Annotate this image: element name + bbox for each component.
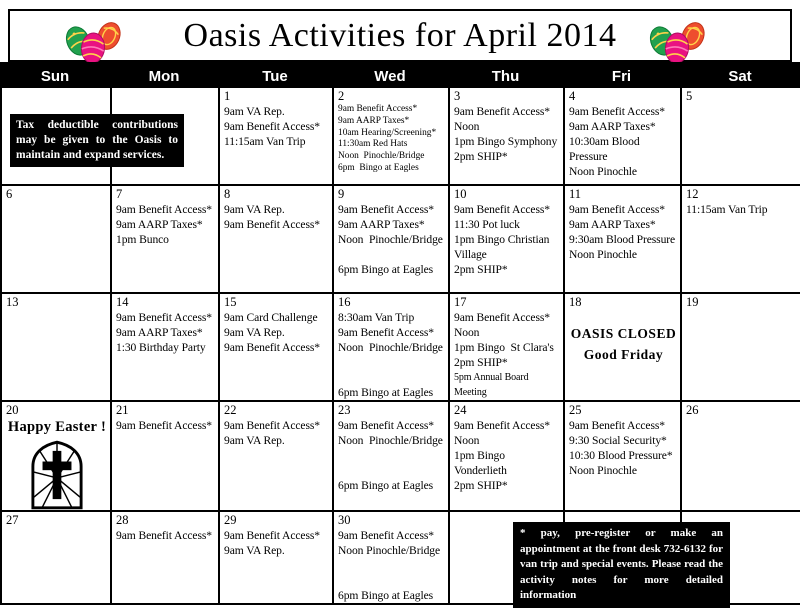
easter-eggs-icon bbox=[62, 20, 126, 64]
event-line: 9am Benefit Access* bbox=[338, 326, 434, 339]
day-cell-17 bbox=[450, 294, 565, 402]
event-line: 9am Benefit Access* bbox=[224, 341, 320, 354]
event-line: 9am Benefit Access* bbox=[338, 419, 434, 432]
event-line: 6pm Bingo at Eagles bbox=[338, 589, 434, 602]
date-number: 1 bbox=[224, 89, 231, 103]
day-cell-11 bbox=[565, 186, 682, 294]
day-cell-19 bbox=[682, 294, 800, 402]
date-number: 4 bbox=[569, 89, 576, 103]
date-number: 27 bbox=[6, 513, 19, 527]
event-line: 2pm SHIP* bbox=[454, 263, 508, 276]
event-line: 9am AARP Taxes* bbox=[338, 115, 410, 126]
day-cell-18 bbox=[565, 294, 682, 402]
date-number: 12 bbox=[686, 187, 699, 201]
event-line: 1pm Bingo Symphony bbox=[454, 135, 558, 148]
day-header-mon: Mon bbox=[148, 67, 180, 85]
date-number: 21 bbox=[116, 403, 129, 417]
event-line: 9am AARP Taxes* bbox=[569, 120, 656, 133]
event-line: 9am Benefit Access* bbox=[454, 311, 550, 324]
happy-easter-label: Happy Easter ! bbox=[7, 419, 107, 435]
event-line: 9am Benefit Access* bbox=[116, 529, 212, 542]
event-line bbox=[338, 247, 446, 262]
day-cell-12 bbox=[682, 186, 800, 294]
date-number: 20 bbox=[6, 403, 19, 417]
date-number: 24 bbox=[454, 403, 467, 417]
day-cell-21 bbox=[112, 402, 220, 512]
event-line: Noon Pinochle/Bridge bbox=[338, 151, 425, 162]
event-line: 9am VA Rep. bbox=[224, 544, 285, 557]
event-line: 9am Benefit Access* bbox=[569, 203, 665, 216]
event-line: 6pm Bingo at Eagles bbox=[338, 263, 434, 276]
event-line: 10:30am Blood Pressure bbox=[569, 135, 643, 163]
event-line: Noon bbox=[454, 120, 480, 133]
day-cell-1 bbox=[220, 88, 334, 186]
event-line: 1pm Bingo Vonderlieth bbox=[454, 449, 511, 477]
date-number: 9 bbox=[338, 187, 345, 201]
date-number: 26 bbox=[686, 403, 699, 417]
event-line: 1pm Bunco bbox=[116, 233, 169, 246]
event-line: 9am Benefit Access* bbox=[454, 203, 550, 216]
event-line: 2pm SHIP* bbox=[454, 150, 508, 163]
event-line bbox=[338, 558, 446, 573]
event-line bbox=[338, 463, 446, 478]
event-line: 1pm Bingo St Clara's bbox=[454, 341, 554, 354]
date-number: 11 bbox=[569, 187, 582, 201]
event-line bbox=[338, 448, 446, 463]
day-cell-14 bbox=[112, 294, 220, 402]
date-number: 19 bbox=[686, 295, 699, 309]
day-cell-29 bbox=[220, 512, 334, 605]
day-cell-20 bbox=[2, 402, 112, 512]
date-number: 29 bbox=[224, 513, 237, 527]
day-cell-9 bbox=[334, 186, 450, 294]
event-line: 9am VA Rep. bbox=[224, 326, 285, 339]
date-number: 23 bbox=[338, 403, 351, 417]
day-cell-27 bbox=[2, 512, 112, 605]
event-line: 9am Benefit Access* bbox=[116, 311, 212, 324]
page-title: Oasis Activities for April 2014 bbox=[183, 16, 617, 54]
event-line: 9am AARP Taxes* bbox=[569, 218, 656, 231]
event-line: 9am Benefit Access* bbox=[224, 218, 320, 231]
event-line: 9am Benefit Access* bbox=[338, 203, 434, 216]
event-line: 9:30am Blood Pressure bbox=[569, 233, 676, 246]
closed-notice-line: OASIS CLOSED bbox=[570, 326, 677, 341]
day-cell-4 bbox=[565, 88, 682, 186]
event-line: Noon Pinochle bbox=[569, 165, 637, 178]
event-line: 9am Card Challenge bbox=[224, 311, 318, 324]
day-cell-3 bbox=[450, 88, 565, 186]
easter-eggs-icon bbox=[646, 20, 710, 64]
event-line: 2pm SHIP* bbox=[454, 356, 508, 369]
day-cell-26 bbox=[682, 402, 800, 512]
event-line: 9am Benefit Access* bbox=[224, 529, 320, 542]
event-line: 11:30am Red Hats bbox=[338, 139, 408, 150]
date-number: 10 bbox=[454, 187, 467, 201]
event-line: Noon Pinochle/Bridge bbox=[338, 233, 443, 246]
title-box bbox=[8, 9, 792, 62]
title-bar bbox=[0, 0, 800, 62]
event-line bbox=[338, 370, 446, 385]
date-number: 6 bbox=[6, 187, 13, 201]
date-number: 7 bbox=[116, 187, 123, 201]
event-line: Noon bbox=[454, 434, 480, 447]
day-cell-22 bbox=[220, 402, 334, 512]
day-cell-16 bbox=[334, 294, 450, 402]
event-line: 9am Benefit Access* bbox=[454, 105, 550, 118]
date-number: 17 bbox=[454, 295, 467, 309]
date-number: 16 bbox=[338, 295, 351, 309]
day-cell-2 bbox=[334, 88, 450, 186]
event-line bbox=[338, 573, 446, 588]
event-line: 1pm Bingo Christian Village bbox=[454, 233, 552, 261]
event-line: 9am VA Rep. bbox=[224, 203, 285, 216]
date-number: 15 bbox=[224, 295, 237, 309]
event-line: 11:30 Pot luck bbox=[454, 218, 520, 231]
day-cell-15 bbox=[220, 294, 334, 402]
date-number: 30 bbox=[338, 513, 351, 527]
event-line: 9am AARP Taxes* bbox=[116, 326, 203, 339]
day-cell-24 bbox=[450, 402, 565, 512]
event-line: 6pm Bingo at Eagles bbox=[338, 386, 434, 399]
date-number: 28 bbox=[116, 513, 129, 527]
day-cell-7 bbox=[112, 186, 220, 294]
event-line: 5pm Annual Board Meeting bbox=[454, 372, 531, 398]
event-line: 9am VA Rep. bbox=[224, 105, 285, 118]
event-line: 8:30am Van Trip bbox=[338, 311, 415, 324]
event-line: Noon Pinochle bbox=[569, 464, 637, 477]
date-number: 14 bbox=[116, 295, 129, 309]
event-line: 1:30 Birthday Party bbox=[116, 341, 206, 354]
day-header-wed: Wed bbox=[374, 67, 406, 85]
date-number: 3 bbox=[454, 89, 461, 103]
event-line: Noon bbox=[454, 326, 480, 339]
event-line: 9am AARP Taxes* bbox=[338, 218, 425, 231]
day-of-week-header bbox=[0, 62, 800, 88]
event-line: 6pm Bingo at Eagles bbox=[338, 162, 419, 173]
day-cell-30 bbox=[334, 512, 450, 605]
day-cell-28 bbox=[112, 512, 220, 605]
date-number: 8 bbox=[224, 187, 231, 201]
day-header-tue: Tue bbox=[262, 67, 288, 85]
event-line: 2pm SHIP* bbox=[454, 479, 508, 492]
closed-notice-line: Good Friday bbox=[583, 347, 664, 362]
event-line: Noon Pinochle/Bridge bbox=[338, 341, 443, 354]
event-line: 9am Benefit Access* bbox=[569, 105, 665, 118]
event-line: 9am AARP Taxes* bbox=[116, 218, 203, 231]
event-line: 9am Benefit Access* bbox=[454, 419, 550, 432]
event-line: 6pm Bingo at Eagles bbox=[338, 479, 434, 492]
event-line: 9am Benefit Access* bbox=[116, 203, 212, 216]
event-line: 9am Benefit Access* bbox=[116, 419, 212, 432]
date-number: 5 bbox=[686, 89, 693, 103]
day-cell-8 bbox=[220, 186, 334, 294]
church-window-cross-icon bbox=[30, 439, 84, 511]
day-cell-10 bbox=[450, 186, 565, 294]
event-line: 11:15am Van Trip bbox=[224, 135, 306, 148]
event-line: 10am Hearing/Screening* bbox=[338, 127, 437, 138]
event-line: 9am Benefit Access* bbox=[224, 120, 320, 133]
event-line: 9am Benefit Access* bbox=[338, 104, 418, 114]
event-line bbox=[338, 355, 446, 370]
tax-note-box: Tax deductible contributions may be given to the Oasis to maintain and expand services. bbox=[10, 114, 184, 167]
date-number: 13 bbox=[6, 295, 19, 309]
event-line: Noon Pinochle/Bridge bbox=[338, 544, 441, 557]
day-cell-23 bbox=[334, 402, 450, 512]
event-line: Noon Pinochle/Bridge bbox=[338, 434, 443, 447]
date-number: 18 bbox=[569, 295, 582, 309]
event-line: Noon Pinochle bbox=[569, 248, 637, 261]
day-cell-13 bbox=[2, 294, 112, 402]
date-number: 25 bbox=[569, 403, 582, 417]
event-line: 9am Benefit Access* bbox=[569, 419, 665, 432]
event-line: 11:15am Van Trip bbox=[686, 203, 768, 216]
date-number: 2 bbox=[338, 89, 345, 103]
event-line: 10:30 Blood Pressure* bbox=[569, 449, 673, 462]
day-header-sun: Sun bbox=[40, 67, 70, 85]
day-header-thu: Thu bbox=[491, 67, 520, 85]
event-line: 9am VA Rep. bbox=[224, 434, 285, 447]
day-cell-25 bbox=[565, 402, 682, 512]
footer-note-box: * pay, pre-register or make an appointment at the front desk 732-6132 for van trip and special events. Please read the activity notes for more detailed information bbox=[513, 522, 730, 608]
date-number: 22 bbox=[224, 403, 237, 417]
day-cell-5 bbox=[682, 88, 800, 186]
day-cell-6 bbox=[2, 186, 112, 294]
event-line: 9:30 Social Security* bbox=[569, 434, 667, 447]
event-line: 9am Benefit Access* bbox=[224, 419, 320, 432]
day-header-sat: Sat bbox=[728, 67, 752, 85]
day-header-fri: Fri bbox=[611, 67, 632, 85]
event-line: 9am Benefit Access* bbox=[338, 529, 434, 542]
